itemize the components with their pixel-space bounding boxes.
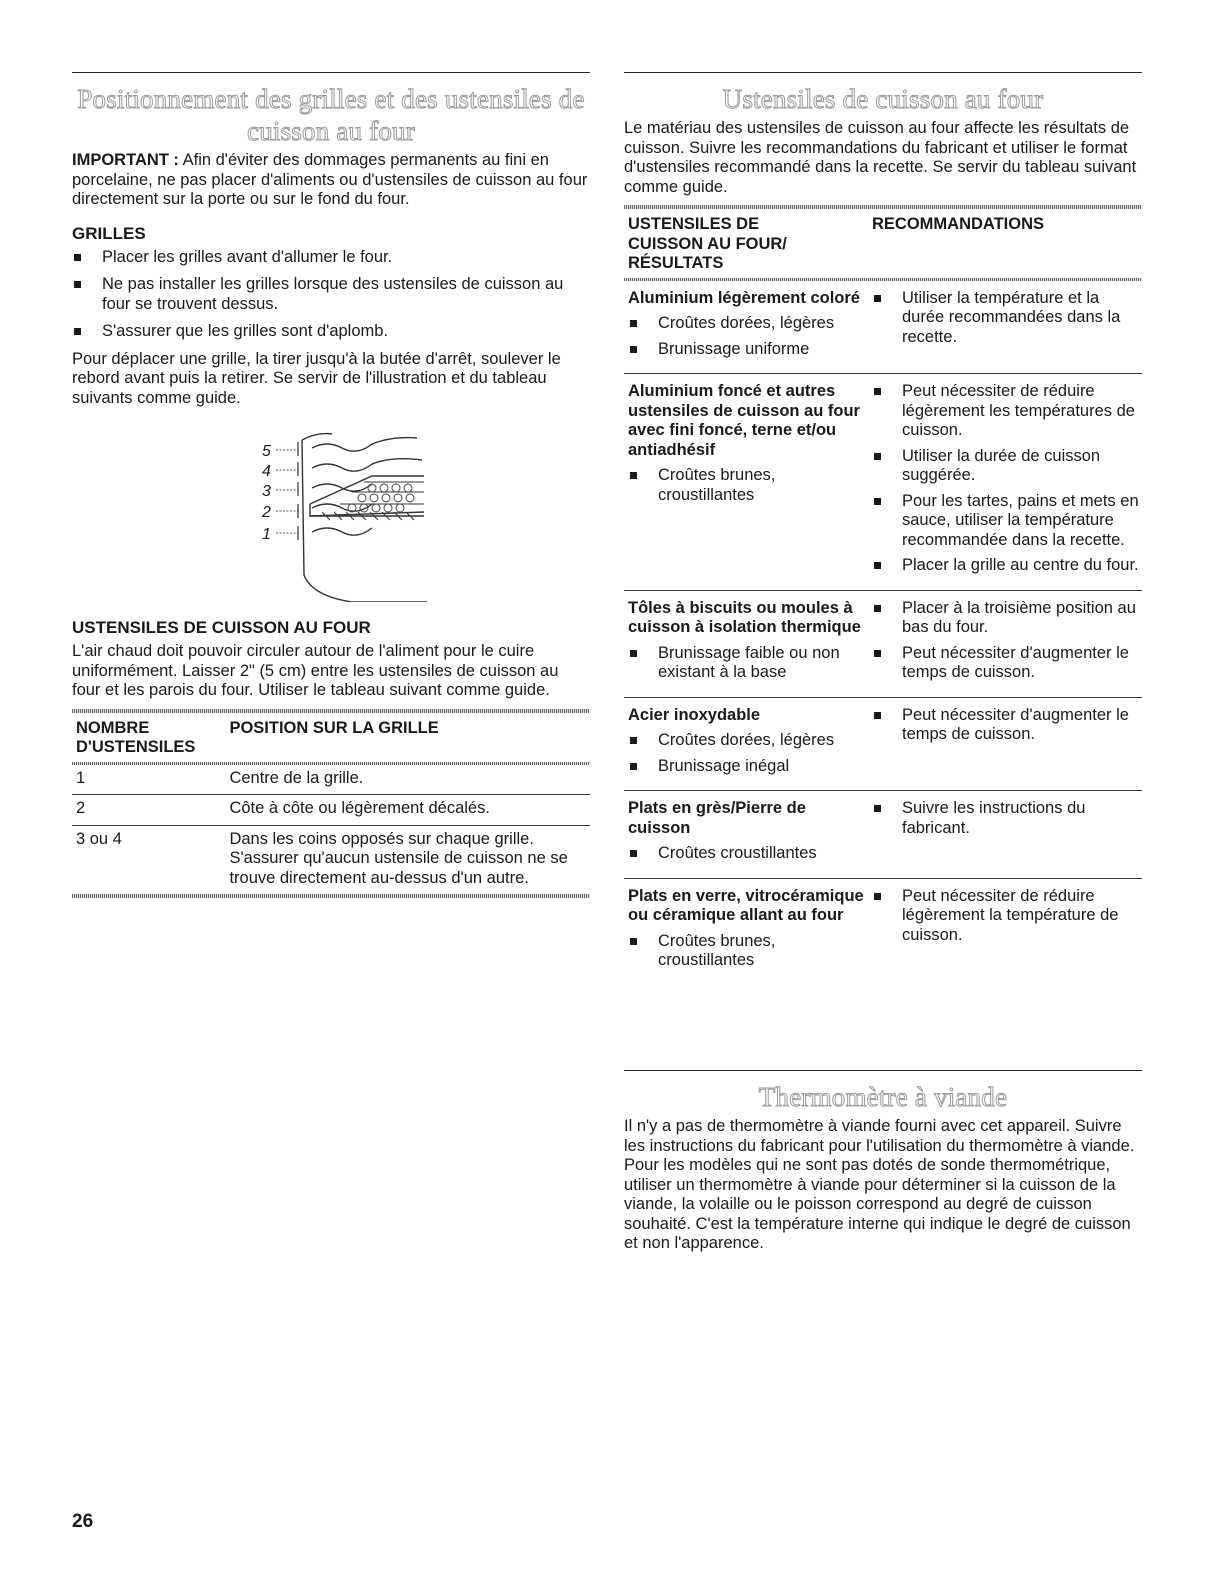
grilles-list	[72, 248, 590, 342]
material-name: Plats en verre, vitrocéramique ou céramique allant au four	[628, 886, 864, 924]
cell-position: Dans les coins opposés sur chaque grille. S'assurer qu'aucun ustensile de cuisson ne se trouve directement au-dessus d'un autre.	[229, 829, 568, 887]
section-rule	[624, 72, 1142, 73]
results-list	[628, 644, 868, 683]
recommendations-list	[872, 706, 1142, 745]
table-rule-bottom	[72, 894, 590, 898]
bakeware-count-table	[72, 713, 590, 895]
cell-count: 1	[72, 765, 225, 795]
list-item: Croûtes brunes, croustillantes	[628, 932, 868, 971]
list-item: Peut nécessiter d'augmenter le temps de cuisson.	[872, 706, 1142, 745]
results-list	[628, 844, 868, 864]
list-item: Peut nécessiter de réduire légèrement la température de cuisson.	[872, 887, 1142, 946]
cell-position: Centre de la grille.	[225, 765, 590, 795]
cell-position: Côte à côte ou légèrement décalés.	[225, 795, 590, 826]
thermometer-paragraph: Il n'y a pas de thermomètre à viande fourni avec cet appareil. Suivre les instructions du fabricant pour l'utilisation du thermomètre à viande. Pour les modèles qui ne sont pas dotés de sonde thermométrique, utiliser un thermomètre à viande pour déterminer si la cuisson de la viande, la volaille ou le poisson correspond au degré de cuisson souhaité. C'est la température interne qui indique le degré de cuisson et non l'apparence.	[624, 1117, 1135, 1252]
cell-count: 3 ou 4	[76, 829, 122, 848]
section-title-bakeware: Ustensiles de cuisson au four	[722, 84, 1044, 114]
column-header-recommendations: RECOMMANDATIONS	[872, 215, 1045, 233]
rack-label-3: 3	[262, 483, 271, 500]
list-item: Peut nécessiter d'augmenter le temps de cuisson.	[872, 644, 1142, 683]
right-column	[624, 72, 1142, 985]
table-row	[72, 765, 590, 795]
results-list	[628, 466, 868, 505]
list-item: Placer la grille au centre du four.	[872, 556, 1142, 576]
results-list	[628, 731, 868, 776]
table-header-row	[72, 713, 590, 762]
column-header-count: NOMBRE D'USTENSILES	[76, 718, 196, 756]
list-item: S'assurer que les grilles sont d'aplomb.	[72, 322, 590, 342]
results-list	[628, 314, 868, 359]
material-name: Tôles à biscuits ou moules à cuisson à isolation thermique	[628, 598, 861, 636]
section-rule	[72, 72, 590, 73]
table-row	[624, 697, 1142, 791]
table-row	[624, 791, 1142, 879]
section-title-thermometer: Thermomètre à viande	[758, 1082, 1008, 1112]
recommendations-list	[872, 799, 1142, 838]
list-item: Utiliser la durée de cuisson suggérée.	[872, 447, 1142, 486]
list-item: Ne pas installer les grilles lorsque des ustensiles de cuisson au four se trouvent dessus.	[72, 275, 590, 314]
section-title-rack-positioning: Positionnement des grilles et des ustensiles de cuisson au four	[77, 84, 585, 146]
meat-thermometer-section	[624, 1070, 1142, 1262]
table-row	[72, 795, 590, 826]
cell-count: 2	[72, 795, 225, 826]
list-item: Brunissage faible ou non existant à la base	[628, 644, 868, 683]
rack-label-5: 5	[262, 443, 271, 460]
table-row	[624, 374, 1142, 591]
list-item: Utiliser la température et la durée recommandées dans la recette.	[872, 289, 1142, 348]
list-item: Pour les tartes, pains et mets en sauce, utiliser la température recommandée dans la recette.	[872, 492, 1142, 551]
material-name: Acier inoxydable	[628, 705, 761, 724]
important-note	[72, 151, 590, 210]
recommendations-list	[872, 382, 1142, 576]
bakeware-intro: Le matériau des ustensiles de cuisson au four affecte les résultats de cuisson. Suivre les recommandations du fabricant et utiliser le format d'ustensiles recommandé dans la recette. Se servir du tableau suivant comme guide.	[624, 119, 1137, 196]
ustensiles-paragraph: L'air chaud doit pouvoir circuler autour de l'aliment pour le cuire uniformément. Laisser 2" (5 cm) entre les ustensiles de cuisson au four et les parois du four. Utiliser le tableau suivant comme guide.	[72, 642, 559, 699]
bakeware-table	[624, 209, 1142, 985]
rack-position-illustration	[72, 420, 590, 602]
list-item: Croûtes croustillantes	[628, 844, 868, 864]
ustensiles-heading: USTENSILES DE CUISSON AU FOUR	[72, 618, 371, 637]
material-name: Plats en grès/Pierre de cuisson	[628, 799, 806, 837]
material-name: Aluminium légèrement coloré	[628, 288, 860, 307]
important-text: Afin d'éviter des dommages permanents au fini en porcelaine, ne pas placer d'aliments ou d'ustensiles de cuisson au four directement sur la porte ou sur le fond du four.	[72, 151, 588, 208]
table-row	[624, 590, 1142, 697]
column-header-position: POSITION SUR LA GRILLE	[229, 718, 439, 737]
column-header-bakeware: USTENSILES DE CUISSON AU FOUR/ RÉSULTATS	[628, 215, 787, 272]
table-row	[624, 878, 1142, 985]
grilles-paragraph: Pour déplacer une grille, la tirer jusqu'à la butée d'arrêt, soulever le rebord avant puis la retirer. Se servir de l'illustration et du tableau suivants comme guide.	[72, 349, 561, 407]
results-list	[628, 932, 868, 971]
list-item: Brunissage uniforme	[628, 340, 868, 360]
list-item: Suivre les instructions du fabricant.	[872, 799, 1142, 838]
rack-label-2: 2	[262, 504, 271, 521]
recommendations-list	[872, 289, 1142, 348]
important-label: IMPORTANT :	[72, 151, 179, 169]
material-name: Aluminium foncé et autres ustensiles de cuisson au four avec fini foncé, terne et/ou antiadhésif	[628, 382, 860, 459]
list-item: Croûtes dorées, légères	[628, 731, 868, 751]
oven-rack-illustration	[72, 420, 590, 602]
list-item: Croûtes brunes, croustillantes	[628, 466, 868, 505]
list-item: Croûtes dorées, légères	[628, 314, 868, 334]
list-item: Placer à la troisième position au bas du four.	[872, 599, 1142, 638]
rack-label-4: 4	[262, 463, 271, 480]
section-rule	[624, 1070, 1142, 1071]
list-item: Brunissage inégal	[628, 757, 868, 777]
table-row	[72, 825, 590, 894]
rack-label-1: 1	[262, 526, 271, 543]
grilles-heading: GRILLES	[72, 223, 146, 243]
table-row	[624, 281, 1142, 374]
left-column	[72, 72, 590, 898]
list-item: Peut nécessiter de réduire légèrement les températures de cuisson.	[872, 382, 1142, 441]
page-number: 26	[72, 1511, 94, 1532]
recommendations-list	[872, 599, 1142, 683]
table-header-row	[624, 209, 1142, 278]
list-item: Placer les grilles avant d'allumer le four.	[72, 248, 590, 268]
recommendations-list	[872, 887, 1142, 946]
